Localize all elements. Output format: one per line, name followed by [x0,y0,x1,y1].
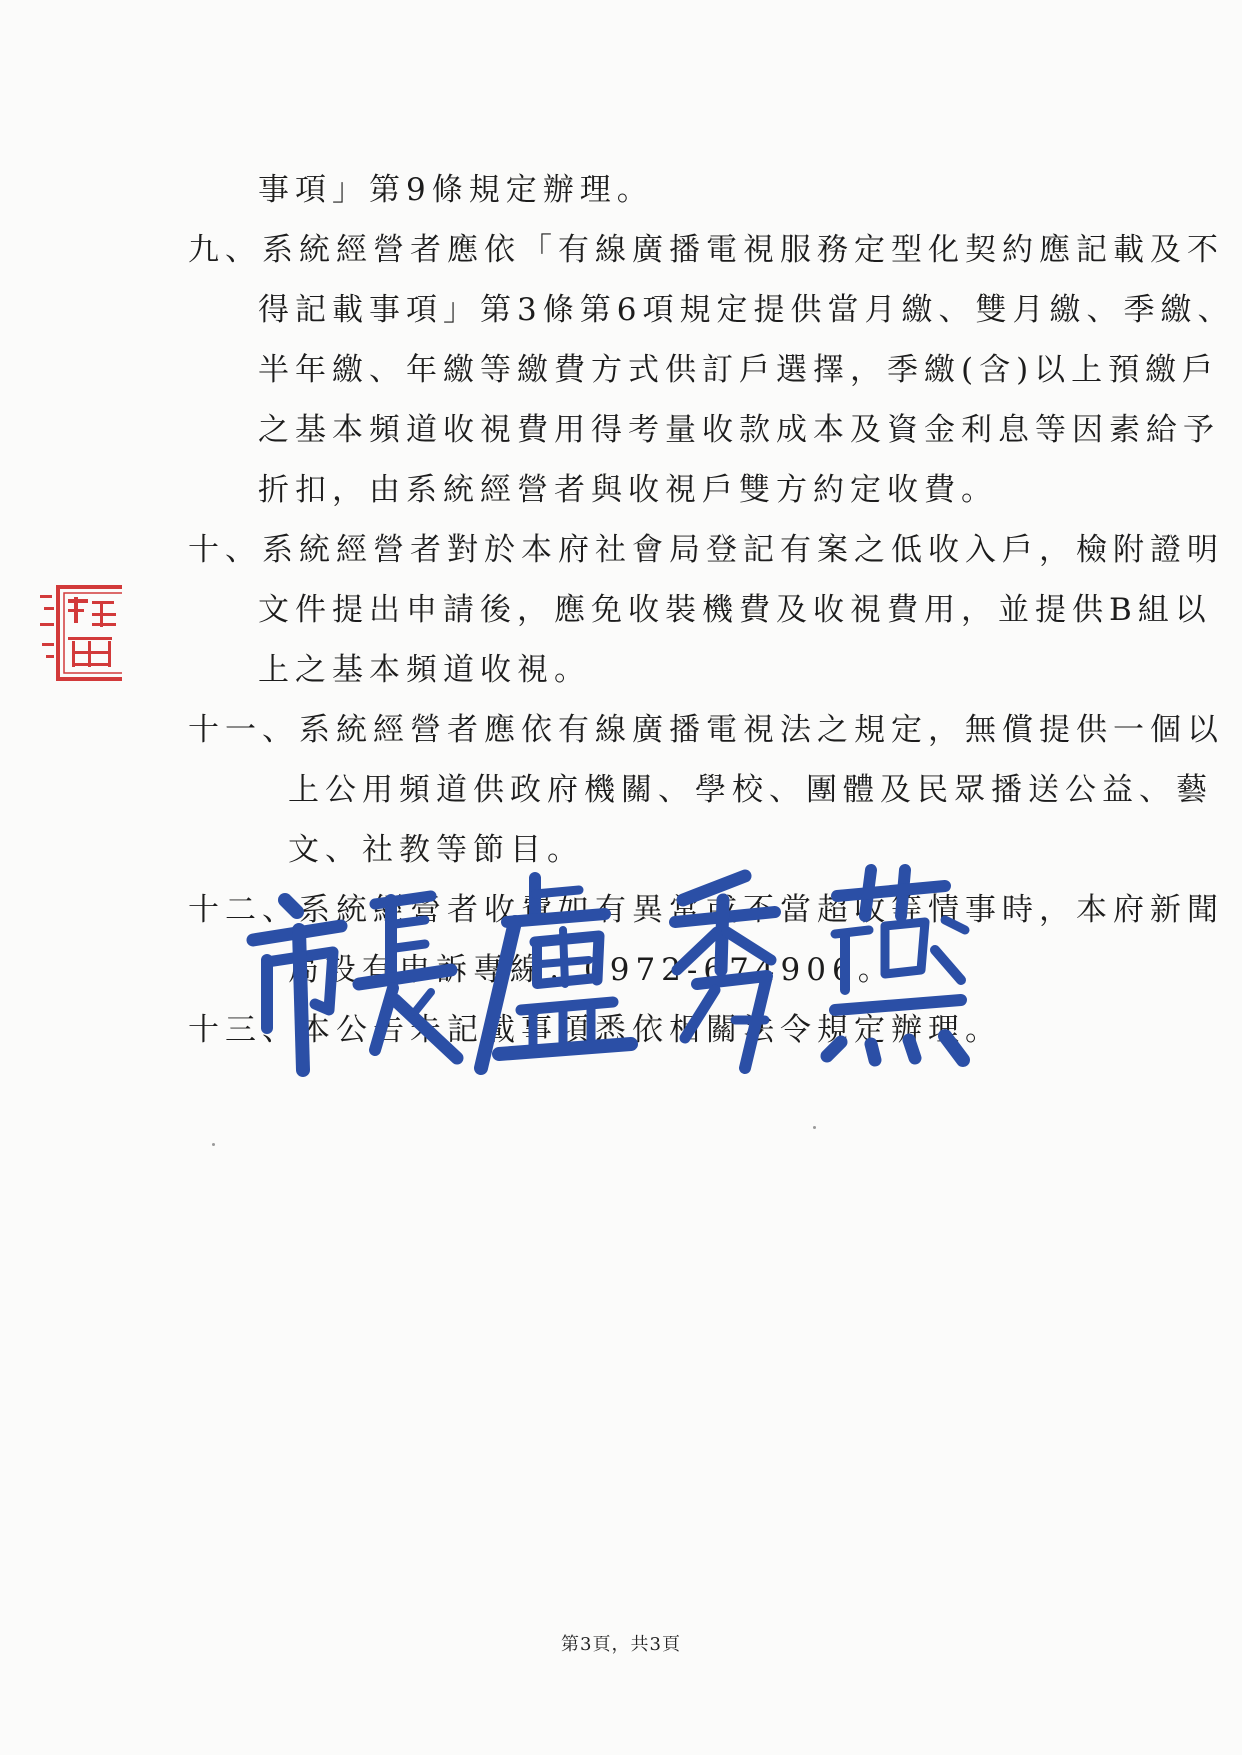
text-line: 上之基本頻道收視。 [258,652,591,688]
item-11-line: 十一、系統經營者應依有線廣播電視法之規定，無償提供一個以 [188,712,1224,748]
text-line: 事項」第9條規定辦理。 [258,172,654,208]
scan-speck [212,1143,215,1146]
item-12-line: 十二、系統經營者收費如有異常或不當超收等情事時，本府新聞 [188,892,1224,928]
item-9-line: 九、系統經營者應依「有線廣播電視服務定型化契約應記載及不 [188,232,1224,268]
text-line: 上公用頻道供政府機關、學校、團體及民眾播送公益、藝 [288,772,1213,808]
mayor-signature [245,860,1085,1090]
text-line: 折扣，由系統經營者與收視戶雙方約定收費。 [258,472,998,508]
text-line: 半年繳、年繳等繳費方式供訂戶選擇，季繳(含)以上預繳戶 [258,352,1220,388]
text-line: 之基本頻道收視費用得考量收款成本及資金利息等因素給予 [258,412,1220,448]
item-13-line: 十三、本公告未記載事項悉依相關法令規定辦理。 [188,1012,1002,1048]
item-10-line: 十、系統經營者對於本府社會局登記有案之低收入戶，檢附證明 [188,532,1224,568]
scan-speck [813,1126,816,1129]
text-line: 文、社教等節目。 [288,832,584,868]
page-number: 第3頁，共3頁 [561,1634,681,1655]
text-line: 得記載事項」第3條第6項規定提供當月繳、雙月繳、季繳、 [258,292,1235,328]
seal-stamp [38,583,122,683]
text-line: 文件提出申請後，應免收裝機費及收視費用，並提供B組以 [258,592,1212,628]
text-line: 局設有申訴專線：0972-674906。 [288,952,895,988]
